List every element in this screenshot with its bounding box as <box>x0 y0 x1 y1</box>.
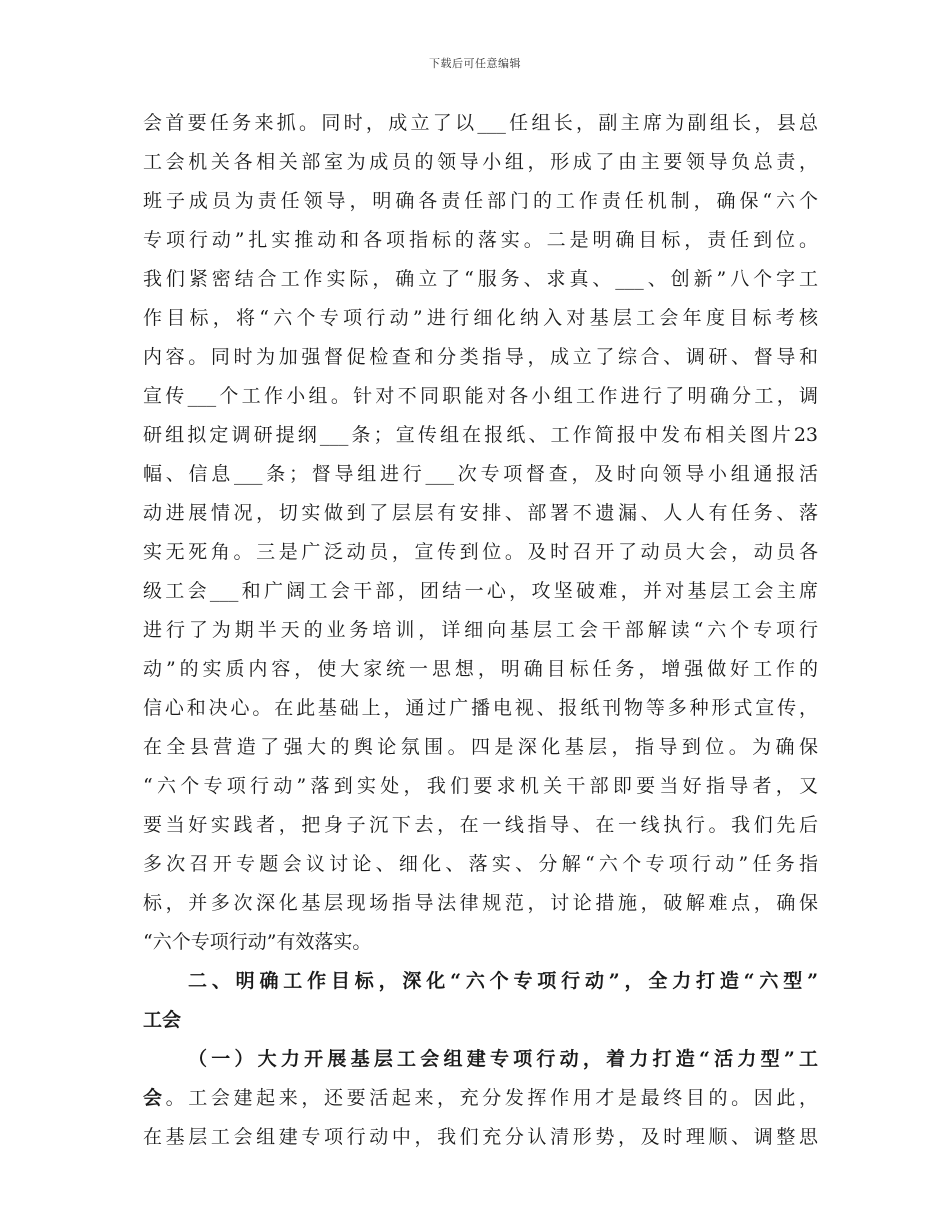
body-line: 幅、信息___条；督导组进行___次专项督查，及时向领导小组通报活 <box>143 463 818 485</box>
body-line: 要当好实践者，把身子沉下去，在一线指导、在一线执行。我们先后 <box>143 814 818 836</box>
body-line: 我们紧密结合工作实际，确立了“服务、求真、___、创新”八个字工 <box>143 268 818 290</box>
body-line: 多次召开专题会议讨论、细化、落实、分解“六个专项行动”任务指 <box>143 853 818 875</box>
body-line: 内容。同时为加强督促检查和分类指导，成立了综合、调研、督导和 <box>143 346 818 368</box>
body-line: 宣传___个工作小组。针对不同职能对各小组工作进行了明确分工，调 <box>143 385 818 407</box>
body-line: 研组拟定调研提纲___条；宣传组在报纸、工作简报中发布相关图片23 <box>143 424 818 446</box>
document-body <box>143 104 818 1157</box>
body-line: 在基层工会组建专项行动中，我们充分认清形势，及时理顺、调整思 <box>143 1126 818 1148</box>
body-line: 动进展情况，切实做到了层层有安排、部署不遗漏、人人有任务、落 <box>143 502 818 524</box>
body-line: 实无死角。三是广泛动员，宣传到位。及时召开了动员大会，动员各 <box>143 541 818 563</box>
body-line: “六个专项行动”落到实处，我们要求机关干部即要当好指导者，又 <box>143 775 818 797</box>
body-line: 级工会___和广阔工会干部，团结一心，攻坚破难，并对基层工会主席 <box>143 580 818 602</box>
subsection-heading-end: 会 <box>143 1087 166 1109</box>
body-line: 标，并多次深化基层现场指导法律规范，讨论措施，破解难点，确保 <box>143 892 818 914</box>
body-line: 会首要任务来抓。同时，成立了以___任组长，副主席为副组长，县总 <box>143 112 818 134</box>
page-header: 下载后可任意编辑 <box>429 57 521 70</box>
subsection-heading: （一）大力开展基层工会组建专项行动，着力打造“活力型”工 <box>188 1048 818 1070</box>
body-line: 进行了为期半天的业务培训，详细向基层工会干部解读“六个专项行 <box>143 619 818 641</box>
body-line: 动”的实质内容，使大家统一思想，明确目标任务，增强做好工作的 <box>143 658 818 680</box>
body-line: 专项行动”扎实推动和各项指标的落实。二是明确目标，责任到位。 <box>143 229 818 251</box>
body-line: 在全县营造了强大的舆论氛围。四是深化基层，指导到位。为确保 <box>143 736 818 758</box>
body-line: “六个专项行动”有效落实。 <box>143 931 372 953</box>
section-heading: 二、明确工作目标，深化“六个专项行动”，全力打造“六型” <box>188 970 818 992</box>
body-line: 信心和决心。在此基础上，通过广播电视、报纸刊物等多种形式宣传， <box>143 697 818 719</box>
body-line: 作目标，将“六个专项行动”进行细化纳入对基层工会年度目标考核 <box>143 307 818 329</box>
section-heading: 工会 <box>143 1009 182 1031</box>
body-line: 班子成员为责任领导，明确各责任部门的工作责任机制，确保“六个 <box>143 190 818 212</box>
body-line: 工会机关各相关部室为成员的领导小组，形成了由主要领导负总责， <box>143 151 818 173</box>
body-line <box>143 1079 818 1118</box>
body-text: 。工会建起来，还要活起来，充分发挥作用才是最终目的。因此， <box>165 1087 818 1109</box>
